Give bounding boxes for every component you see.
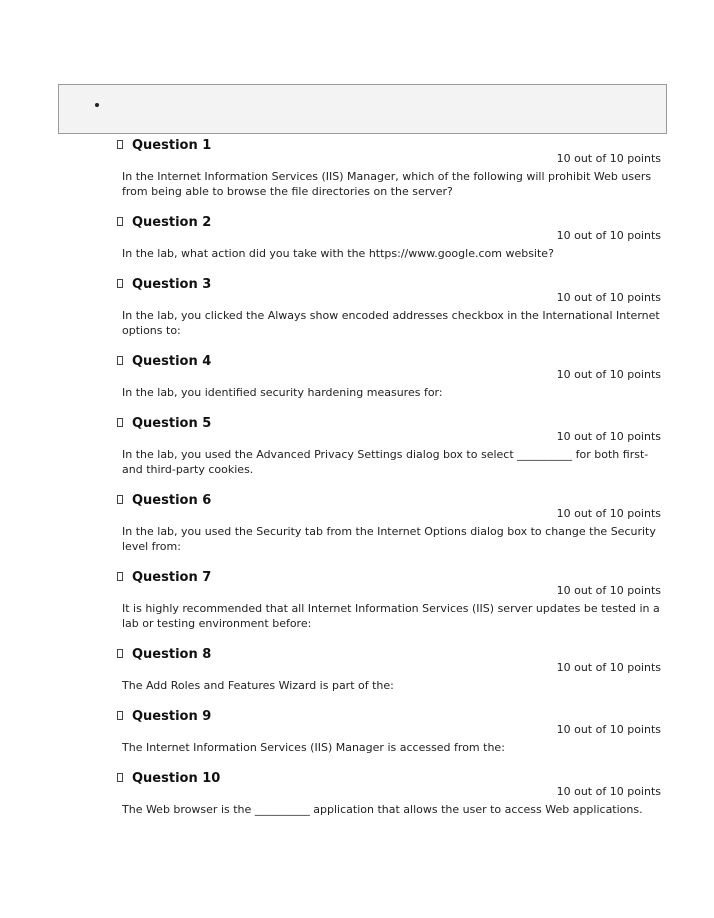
question-status-icon — [117, 495, 123, 504]
bullet-icon — [95, 103, 99, 107]
question-status-icon — [117, 773, 123, 782]
question-item — [0, 647, 714, 693]
question-text: In the Internet Information Services (IIS) Manager, which of the following will prohibit Web users from being able to browse the file directories on the server? — [122, 170, 652, 198]
question-title[interactable]: Question 7 — [132, 570, 212, 585]
question-status-icon — [117, 140, 123, 149]
question-text: In the lab, you identified security hardening measures for: — [122, 386, 443, 399]
question-status-icon — [117, 418, 123, 427]
question-points: 10 out of 10 points — [556, 368, 661, 381]
question-text: In the lab, what action did you take with the https://www.google.com website? — [122, 247, 554, 260]
question-status-icon — [117, 279, 123, 288]
question-text: The Internet Information Services (IIS) Manager is accessed from the: — [122, 741, 505, 754]
question-item — [0, 771, 714, 817]
question-title[interactable]: Question 6 — [132, 493, 212, 508]
question-title[interactable]: Question 1 — [132, 138, 212, 153]
question-text: The Web browser is the __________ application that allows the user to access Web applications. — [122, 803, 643, 816]
header-bar — [58, 84, 667, 134]
question-title[interactable]: Question 9 — [132, 709, 212, 724]
question-title[interactable]: Question 3 — [132, 277, 212, 292]
question-title[interactable]: Question 8 — [132, 647, 212, 662]
question-status-icon — [117, 217, 123, 226]
question-title[interactable]: Question 10 — [132, 771, 221, 786]
question-text: In the lab, you used the Advanced Privacy Settings dialog box to select __________ for both first- and third-party cookies. — [122, 448, 649, 476]
question-points: 10 out of 10 points — [556, 152, 661, 165]
question-text: It is highly recommended that all Internet Information Services (IIS) server updates be tested in a lab or testing environment before: — [122, 602, 660, 630]
question-status-icon — [117, 711, 123, 720]
question-item — [0, 277, 714, 338]
question-item — [0, 354, 714, 400]
question-item — [0, 493, 714, 554]
question-points: 10 out of 10 points — [556, 584, 661, 597]
question-status-icon — [117, 649, 123, 658]
question-points: 10 out of 10 points — [556, 785, 661, 798]
question-points: 10 out of 10 points — [556, 430, 661, 443]
question-text: In the lab, you clicked the Always show encoded addresses checkbox in the International Internet options to: — [122, 309, 660, 337]
question-item — [0, 709, 714, 755]
question-item — [0, 138, 714, 199]
question-title[interactable]: Question 5 — [132, 416, 212, 431]
question-text: The Add Roles and Features Wizard is part of the: — [122, 679, 394, 692]
question-points: 10 out of 10 points — [556, 291, 661, 304]
question-points: 10 out of 10 points — [556, 723, 661, 736]
question-points: 10 out of 10 points — [556, 507, 661, 520]
question-title[interactable]: Question 4 — [132, 354, 212, 369]
question-item — [0, 416, 714, 477]
question-item — [0, 570, 714, 631]
question-item — [0, 215, 714, 261]
question-points: 10 out of 10 points — [556, 229, 661, 242]
question-status-icon — [117, 572, 123, 581]
question-points: 10 out of 10 points — [556, 661, 661, 674]
question-status-icon — [117, 356, 123, 365]
question-text: In the lab, you used the Security tab from the Internet Options dialog box to change the Security level from: — [122, 525, 656, 553]
question-title[interactable]: Question 2 — [132, 215, 212, 230]
question-list — [0, 138, 714, 833]
